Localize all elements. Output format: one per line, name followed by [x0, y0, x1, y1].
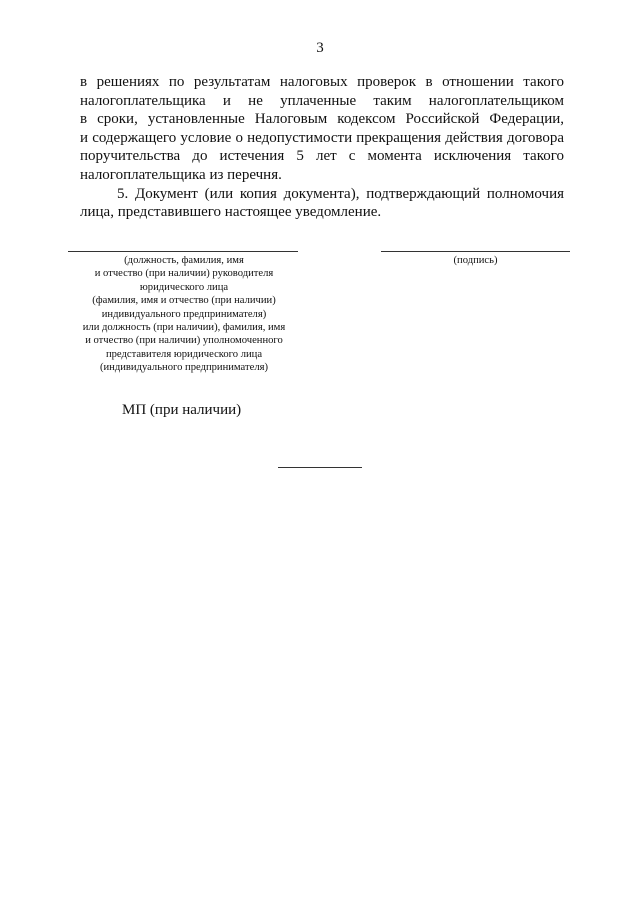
caption-line: (подпись): [453, 255, 498, 266]
caption-line: (должность, фамилия, имя: [124, 255, 244, 266]
body-line: в сроки, установленные Налоговым кодексом Российской Федерации,: [80, 111, 564, 128]
body-line: налогоплательщика и не уплаченные таким налогоплательщиком: [80, 92, 564, 109]
caption-line: (фамилия, имя и отчество (при наличии): [92, 295, 276, 307]
body-line: поручительства до истечения 5 лет с момента исключения такого: [80, 148, 564, 165]
position-name-line: [68, 251, 298, 252]
page-number: 3: [316, 40, 324, 56]
document-body: [80, 73, 564, 222]
signature-caption: [381, 254, 570, 267]
caption-line: и отчество (при наличии) уполномоченного: [85, 335, 283, 347]
caption-line: и отчество (при наличии) руководителя: [94, 268, 274, 280]
body-line: и содержащего условие о недопустимости прекращения действия договора: [80, 129, 564, 146]
signature-line: [381, 251, 570, 252]
body-line: лица, представившего настоящее уведомление.: [80, 204, 382, 221]
position-name-caption: [40, 254, 328, 375]
caption-line: индивидуального предпринимателя): [101, 308, 267, 320]
caption-line: (индивидуального предпринимателя): [99, 362, 269, 374]
caption-line: юридического лица: [139, 281, 229, 293]
body-line: 5. Документ (или копия документа), подтверждающий полномочия: [117, 185, 564, 202]
end-separator: [278, 467, 362, 468]
body-line: в решениях по результатам налоговых проверок в отношении такого: [80, 74, 564, 90]
caption-line: или должность (при наличии), фамилия, имя: [82, 322, 286, 334]
body-line: налогоплательщика из перечня.: [80, 166, 282, 183]
caption-line: представителя юридического лица: [105, 348, 263, 360]
stamp-label: МП (при наличии): [122, 402, 242, 418]
